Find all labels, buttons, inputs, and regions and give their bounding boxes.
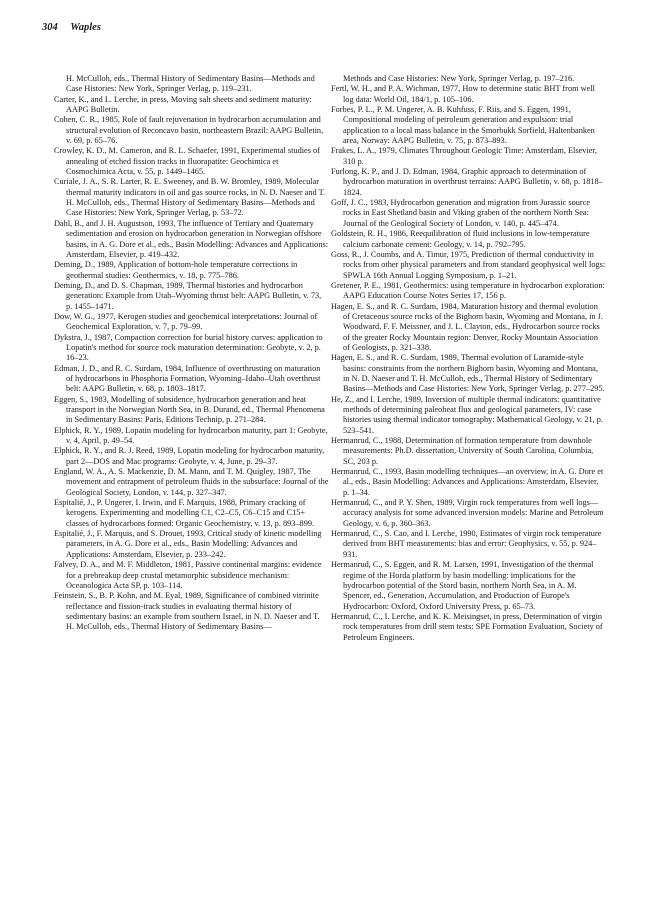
reference-entry: Fertl, W. H., and P. A. Wichman, 1977, How to determine static BHT from well log data: World Oil, 184/1, p. 105–106. <box>331 84 595 104</box>
reference-entry: Deming, D., and D. S. Chapman, 1989, Thermal histories and hydrocarbon generation: Example from Utah–Wyoming thrust belt: AAPG Bulletin, v. 73, p. 1455–1471. <box>54 280 322 311</box>
reference-entry: Carter, K., and L. Lerche, in press, Moving salt sheets and sediment maturity: AAPG Bulletin. <box>54 94 312 115</box>
reference-entry: Hermanrud, C., S. Cao, and I. Lerche, 1990, Estimates of virgin rock temperature derived from BHT measurements: bias and error: Geophysics, v. 55, p. 924–931. <box>331 529 602 559</box>
reference-entry: Goldstein, R. H., 1986, Reequilibration of fluid inclusions in low-temperature calcium carbonate cement: Geology, v. 14, p. 792–795. <box>331 229 590 249</box>
reference-entry: Hermanrud, C., and P. Y. Shen, 1989, Virgin rock temperatures from well logs—accuracy analysis for some advanced inversion models: Marine and Petroleum Geology, v. 6, p. 360–363. <box>331 498 604 528</box>
reference-entry: Hermanrud, C., 1993, Basin modelling techniques—an overview, in A. G. Dore et al., eds., Basin Modelling: Advances and Applications: Amsterdam, Elsevier, p. 1–34. <box>331 467 604 497</box>
reference-entry: Feinstein, S., B. P. Kohn, and M. Eyal, 1989, Significance of combined vitrinite reflectance and fission-track studies in evaluating thermal history of sedimentary basins: an example from southern Israel, in N. D. Naeser and T. H. McCulloh, eds., Thermal History of Sedimentary Basins— <box>54 591 320 632</box>
reference-entry: Curiale, J. A., S. R. Larter, R. E. Sweeney, and B. W. Bromley, 1989, Molecular thermal maturity indicators in oil and gas source rocks, in N. D. Naeser and T. H. McCulloh, eds., Thermal History of Sedimentary Basins—Methods and Case Histories: New York, Springer Verlag, p. 53–72. <box>54 177 326 218</box>
reference-entry: Goff, J. C., 1983, Hydrocarbon generation and migration from Jurassic source rocks in East Shetland basin and Viking graben of the northern North Sea: Journal of the Geological Society of London, v. 140, p. 445–474. <box>331 198 591 228</box>
right-column <box>331 74 606 643</box>
reference-entry: Hermanrud, C., 1988, Determination of formation temperature from downhole measurements: Ph.D. dissertation, University of South Carolina, Columbia, SC, 203 p. <box>331 436 594 466</box>
reference-entry: Cohen, C. R., 1985, Role of fault rejuvenation in hydrocarbon accumulation and structural evolution of Reconcavo basin, northeastern Brazil: AAPG Bulletin, v. 69, p. 65–76. <box>54 115 324 146</box>
running-title: Waples <box>70 22 101 33</box>
reference-entry: Dykstra, J., 1987, Compaction correction for burial history curves: application to Lopatin's method for source rock maturation determination: Geobyte, v. 2, p. 16–23. <box>54 332 323 363</box>
reference-entry: Crowley, K. D., M. Cameron, and R. L. Schaefer, 1991, Experimental studies of annealing of etched fission tracks in fluorapatite: Geochimica et Cosmochimica Acta, v. 55, p. 1449–1465. <box>54 146 320 177</box>
page-header <box>42 22 101 33</box>
reference-entry: Hermanrud, C., I. Lerche, and K. K. Meisingset, in press, Determination of virgin rock temperatures from drill stem tests: SPE Formation Evaluation, Society of Petroleum Engineers. <box>331 611 603 642</box>
reference-entry: Elphick, R. Y., and R. J. Reed, 1989, Lopatin modeling for hydrocarbon maturity, part 2—DOS and Mac programs: Geobyte, v. 4, June, p. 29–37. <box>54 446 325 466</box>
reference-entry: Furlong, K. P., and J. D. Edman, 1984, Graphic approach to determination of hydrocarbon maturation in overthrust terrains: AAPG Bulletin, v. 68, p. 1818–1824. <box>331 167 603 197</box>
reference-entry: Hermanrud, C., S. Eggen, and R. M. Larsen, 1991, Investigation of the thermal regime of the Horda platform by basin modelling: implications for the hydrocarbon potential of the Stord basin, northern North Sea, in A. M. Spencer, ed., Generation, Accumulation, and Production of Europe's Hydrocarbon: Oxford, Oxford University Press, p. 65–73. <box>331 560 594 611</box>
page-number: 304 <box>42 22 58 33</box>
reference-entry: Falvey, D. A., and M. F. Middleton, 1981, Passive continental margins: evidence for a prebreakup deep crustal metamorphic subsidence mechanism: Oceanologica Acta SP, p. 103–114. <box>54 560 322 590</box>
reference-entry: Goss, R., J. Coumbs, and A. Timur, 1975, Prediction of thermal conductivity in rocks from other physical parameters and from standard geophysical well logs: SPWLA 16th Annual Logging Symposium, p. 1–21. <box>331 249 606 280</box>
reference-entry: He, Z., and I. Lerche, 1989, Inversion of multiple thermal indicators: quantitative methods of determining paleoheat flux and geological parameters, IV: case histories using thermal indicator tomography: Mathematical Geology, v. 21, p. 523–541. <box>331 394 603 435</box>
reference-entry: Deming, D., 1989, Application of bottom-hole temperature corrections in geothermal studies: Geothermics, v. 18, p. 775–786. <box>54 260 298 280</box>
reference-entry: Edman, J. D., and R. C. Surdam, 1984, Influence of overthrusting on maturation of hydrocarbons in Phosphoria Formation, Wyoming–Idaho–Utah overthrust belt: AAPG Bulletin, v. 68, p. 1803–1817. <box>54 363 321 394</box>
left-column <box>54 74 329 633</box>
reference-entry: Espitalié, J., F. Marquis, and S. Drouet, 1993, Critical study of kinetic modelling parameters, in A. G. Dore et al., eds., Basin Modelling: Advances and Applications: Amsterdam, Elsevier, p. 233–242. <box>54 529 322 559</box>
reference-entry: H. McCulloh, eds., Thermal History of Sedimentary Basins—Methods and Case Histories: New York, Springer Verlag, p. 119–231. <box>66 74 315 94</box>
reference-entry: England, W. A., A. S. Mackenzie, D. M. Mann, and T. M. Quigley, 1987, The movement and entrapment of petroleum fluids in the subsurface: Journal of the Geological Society, London, v. 144, p. 327–347. <box>54 467 329 497</box>
reference-entry: Espitalié, J., P. Ungerer, I. Irwin, and F. Marquis, 1988, Primary cracking of kerogens. Experimenting and modelling C1, C2–C5, C6–C15 and C15+ classes of hydrocarbons formed: Organic Geochemistry, v. 13, p. 893–899. <box>54 498 315 528</box>
reference-entry: Dahl, B., and J. H. Augustson, 1993, The influence of Tertiary and Quaternary sedimentation and erosion on hydrocarbon generation in Norwegian offshore basins, in A. G. Dore et al., eds., Basin Modelling: Advances and Applications: Amsterdam, Elsevier, p. 419–432. <box>54 218 329 259</box>
reference-entry: Hagen, E. S., and R. C. Surdam, 1989, Thermal evolution of Laramide-style basins: constraints from the northern Bighorn basin, Wyoming and Montana, in N. D. Naeser and T. H. McCulloh, eds., Thermal History of Sedimentary Basins—Methods and Case Histories: New York, Springer Verlag, p. 277–295. <box>331 353 605 394</box>
reference-entry: Hagen, E. S., and R. C. Surdam, 1984, Maturation history and thermal evolution of Cretaceous source rocks of the Bighorn basin, Wyoming and Montana, in J. Woodward, F. F. Meissner, and J. L. Clayton, eds., Hydrocarbon source rocks of the greater Rocky Mountain region: Denver, Rocky Mountain Association of Geologists, p. 321–338. <box>331 301 603 352</box>
reference-entry: Dow, W. G., 1977, Kerogen studies and geochemical interpretations: Journal of Geochemical Exploration, v. 7, p. 79–99. <box>54 311 318 332</box>
reference-entry: Elphick, R. Y., 1989, Lopatin modeling for hydrocarbon maturity, part 1: Geobyte, v. 4, April, p. 49–54. <box>54 425 328 446</box>
reference-entry: Forbes, P. L., P. M. Ungerer, A. B. Kuhfuss, F. Riis, and S. Eggen, 1991, Compositional modeling of petroleum generation and expulsion: trial application to a local mass balance in the Smorbukk Sorfield, Haltenbanken area, Norway: AAPG Bulletin, v. 75, p. 873–893. <box>331 105 595 146</box>
reference-entry: Methods and Case Histories: New York, Springer Verlag, p. 197–216. <box>343 74 575 83</box>
reference-entry: Frakes, L. A., 1979, Climates Throughout Geologic Time: Amsterdam, Elsevier, 310 p. <box>331 146 597 166</box>
reference-entry: Gretener, P. E., 1981, Geothermics: using temperature in hydrocarbon exploration: AAPG Education Course Notes Series 17, 156 p. <box>331 280 605 301</box>
reference-entry: Eggen, S., 1983, Modelling of subsidence, hydrocarbon generation and heat transport in the Norwegian North Sea, in B. Durand, ed., Thermal Phenomena in Sedimentary Basins: Paris, Editions Technip, p. 271–284. <box>54 394 325 425</box>
